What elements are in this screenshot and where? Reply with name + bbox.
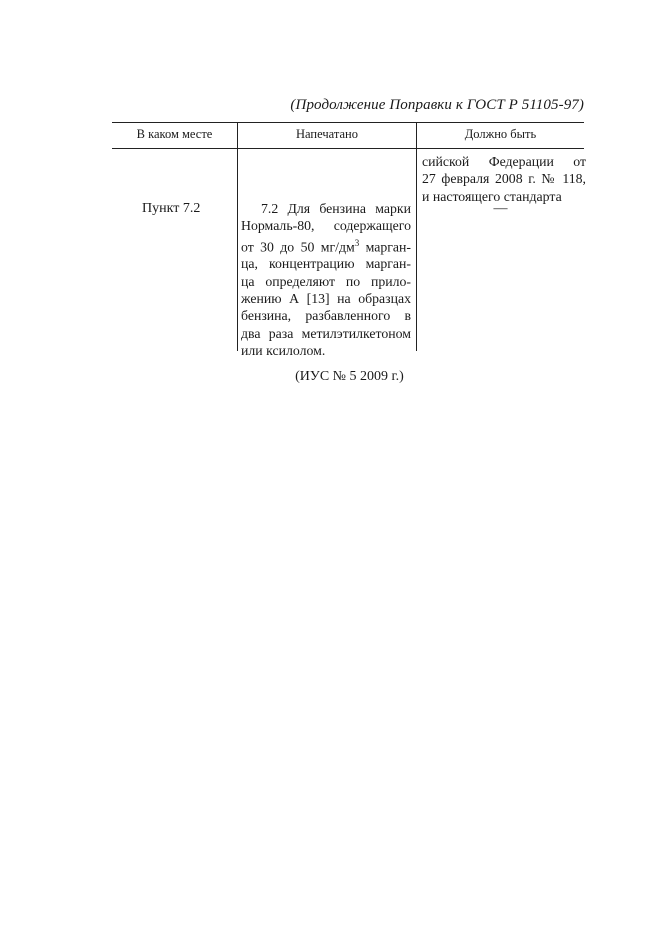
table-top-rule [112,122,584,123]
cell-place: Пункт 7.2 [142,201,201,216]
source-note [0,369,661,385]
printed-line-text: от 30 до 50 мг/дм [241,239,355,255]
column-header-printed: Напечатано [296,127,358,141]
printed-line: или ксилолом. [241,342,326,358]
cell-should-be-continuation [422,153,586,205]
cell-should-be: — [493,201,508,216]
cell-printed [241,200,411,359]
column-divider-2 [416,122,417,351]
printed-line-tail: марган- [359,239,411,255]
should-be-line: и настоящего стандарта [422,188,562,204]
column-header-place: В каком месте [136,127,213,141]
should-be-line: 27 февраля 2008 г. № 118, [422,171,586,187]
should-be-line: сийской Федерации от [422,154,586,169]
printed-line: жению А [13] на образцах [241,291,411,307]
table-header-rule [112,148,584,149]
column-header-should-be: Должно быть [464,127,537,141]
printed-line: два раза метилэтилкетоном [241,325,411,341]
printed-line: Нормаль-80, содержащего [241,218,411,234]
printed-line [241,235,411,256]
column-divider-1 [237,122,238,351]
continuation-header: (Продолжение Поправки к ГОСТ Р 51105-97) [290,97,584,113]
printed-line: бензина, разбавленного в [241,308,411,324]
printed-line: ца определяют по прило- [241,273,411,289]
printed-line: ца, концентрацию марган- [241,256,411,272]
source-note-text: (ИУС № 5 2009 г.) [295,369,404,384]
superscript: 3 [354,237,360,248]
printed-line: 7.2 Для бензина марки [261,201,411,216]
